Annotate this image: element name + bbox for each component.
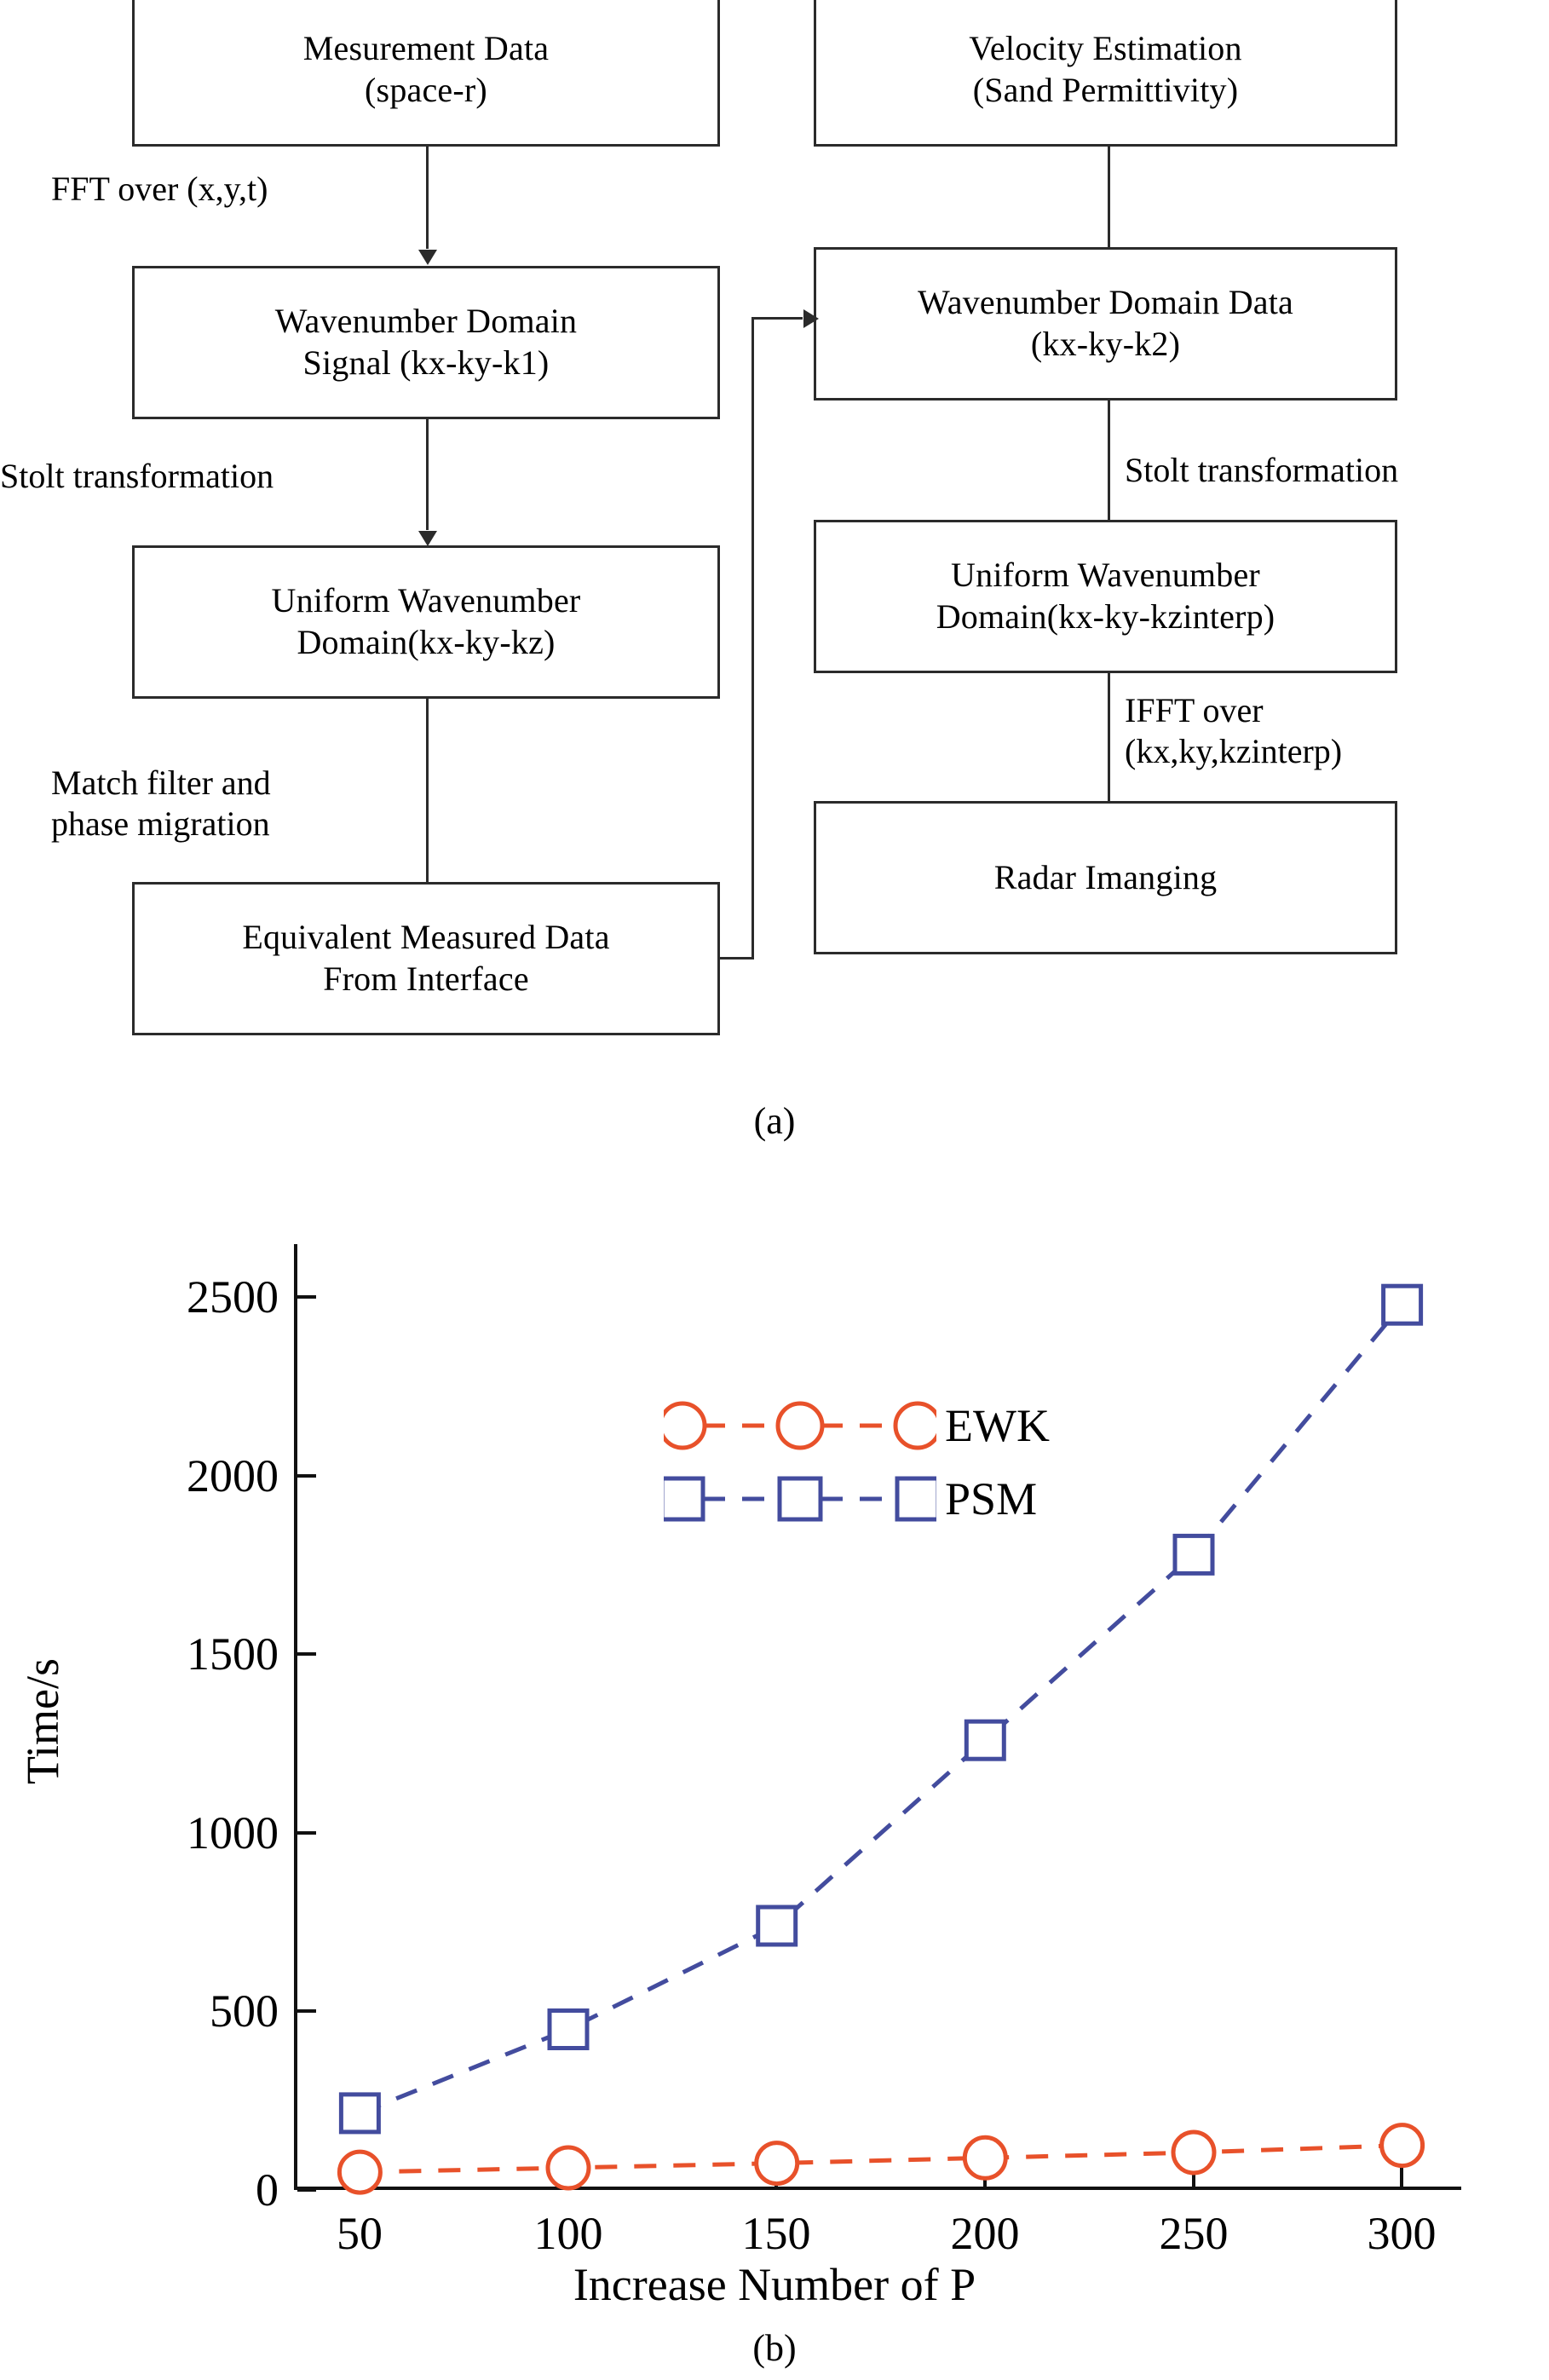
arrow-uniform-interp-to-radar [1108,673,1110,801]
legend-swatch-psm [664,1462,936,1536]
edge-label-line-1: IFFT over [1125,691,1264,729]
y-tick-label: 0 [256,2164,279,2216]
box-line-1: Uniform Wavenumber [951,556,1260,595]
chart-marker-ewk [1173,2132,1214,2173]
box-line-2: Domain(kx-ky-kzinterp) [936,597,1275,636]
arrow-velocity-to-wavenumber-data [1108,147,1110,249]
edge-label-line-2: phase migration [51,804,270,843]
flowchart-box-uniform-wavenumber-domain [132,545,720,699]
box-line-1: Radar Imanging [993,857,1218,896]
y-tick-label: 500 [210,1985,279,2037]
edge-label-line-1: Match filter and [51,764,271,802]
box-line-1: Velocity Estimation [969,29,1242,68]
edge-label-fft-over: FFT over (x,y,t) [51,170,268,208]
box-line-1: Mesurement Data [302,29,550,68]
chart-legend [664,1389,1107,1536]
chart-x-axis-label: Increase Number of P [573,2259,976,2310]
chart-line-ewk [360,2146,1402,2173]
box-line-2: (kx-ky-k2) [1030,325,1181,363]
chart-marker-ewk [339,2152,380,2193]
x-tick-label: 50 [337,2208,383,2259]
chart-marker-psm [550,2011,587,2049]
flowchart-box-wavenumber-domain-signal [132,266,720,419]
chart-marker-ewk [1382,2125,1423,2166]
y-tick-label: 1000 [187,1807,279,1858]
edge-label-ifft-over [1125,690,1500,772]
box-line-2: (Sand Permittivity) [972,71,1239,109]
feedback-path-segment-horizontal-bottom [720,957,754,959]
box-line-2: Domain(kx-ky-kz) [297,623,556,661]
legend-item-psm [664,1462,1107,1536]
chart-marker-ewk [548,2147,589,2188]
feedback-path-arrow-to-wavenumber-data [751,317,803,320]
box-line-1: Equivalent Measured Data [242,918,610,957]
box-line-2: Signal (kx-ky-k1) [302,343,550,382]
flowchart-box-radar-imaging [814,801,1397,954]
y-tick-label: 2000 [187,1450,279,1501]
chart-marker-psm [966,1721,1004,1759]
x-tick-label: 300 [1367,2208,1437,2259]
arrow-measurement-to-wavenumber-signal [426,147,429,249]
x-tick-label: 100 [533,2208,603,2259]
arrow-signal-to-uniform-domain [426,419,429,530]
flowchart-box-measurement-data [132,0,720,147]
feedback-path-segment-vertical [751,317,754,959]
flowchart-box-equivalent-measured-data [132,882,720,1035]
x-tick-label: 200 [950,2208,1020,2259]
box-line-1: Wavenumber Domain Data [917,283,1294,322]
legend-label-psm: PSM [945,1473,1038,1524]
chart-marker-psm [1384,1286,1421,1323]
edge-label-match-filter [51,763,409,844]
arrow-uniform-to-equivalent [426,699,429,882]
legend-swatch-ewk [664,1389,936,1462]
edge-label-stolt-transformation-right: Stolt transformation [1125,451,1399,489]
chart-figure [0,1193,1549,2380]
chart-series-layer [297,1244,1465,2190]
box-line-1: Uniform Wavenumber [271,581,581,620]
flowchart-box-uniform-wavenumber-domain-interp [814,520,1397,673]
box-line-2: From Interface [323,959,529,998]
chart-marker-psm [1175,1536,1212,1573]
edge-label-line-2: (kx,ky,kzinterp) [1125,732,1343,770]
chart-marker-psm [758,1907,796,1945]
arrow-data-to-uniform-interp [1108,401,1110,520]
edge-label-stolt-transformation-left: Stolt transformation [0,457,274,495]
x-tick-label: 150 [741,2208,811,2259]
flowchart-box-velocity-estimation [814,0,1397,147]
figure-b-caption: (b) [752,2327,797,2369]
flowchart-box-wavenumber-domain-data [814,247,1397,401]
chart-y-axis-label: Time/s [17,1657,68,1785]
y-tick-label: 2500 [187,1271,279,1323]
y-tick-label: 1500 [187,1628,279,1680]
box-line-1: Wavenumber Domain [274,302,578,341]
chart-marker-psm [341,2095,378,2132]
chart-marker-ewk [965,2137,1005,2178]
chart-marker-ewk [757,2143,798,2184]
legend-label-ewk: EWK [945,1400,1050,1451]
x-tick-label: 250 [1159,2208,1229,2259]
figure-a-caption: (a) [753,1100,796,1142]
chart-plot-area [187,1244,1461,2259]
box-line-2: (space-r) [365,71,487,109]
legend-item-ewk [664,1389,1107,1462]
